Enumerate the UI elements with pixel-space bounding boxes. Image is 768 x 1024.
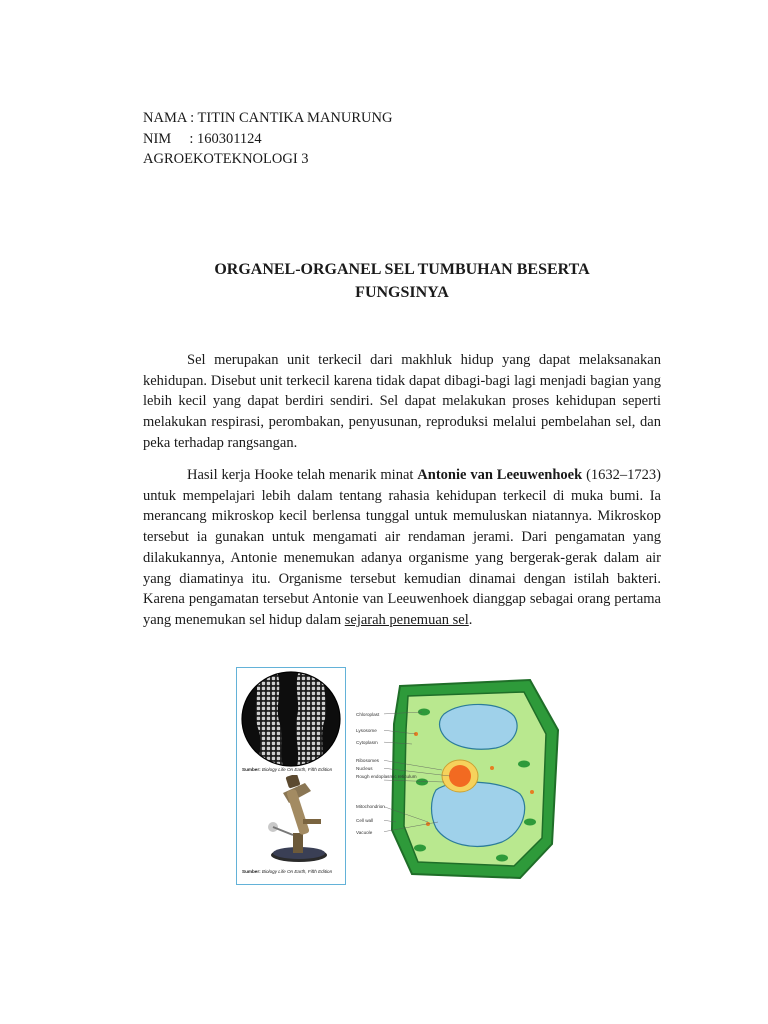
microscope-illustration: [259, 775, 331, 865]
label-cytoplasm: Cytoplasm: [356, 740, 378, 745]
title-line-2: FUNGSINYA: [355, 284, 449, 301]
caption-source: Biology Life On Earth, Fifth Edition: [261, 869, 333, 874]
caption-cork: [242, 767, 342, 773]
page-title: [143, 258, 661, 304]
leeuwenhoek-name: Antonie van Leeuwenhoek: [417, 467, 583, 483]
paragraph-2-middle: (1632–1723) untuk mempelajari lebih dalam tentang rahasia kehidupan terkecil di muka bumi. Ia merancang mikroskop kecil berlensa tunggal untuk memuluskan niatannya. Mikroskop tersebut ia gunakan untuk mengamati air rendaman jerami. Dari pengamatan yang dilakukannya, Antonie menemukan adanya organisme yang bergerak-gerak dalam air yang diamatinya itu. Organisme tersebut kemudian dinamai dengan istilah bakteri. Karena pengamatan tersebut Antonie van Leeuwenhoek dianggap sebagai orang pertama yang menemukan sel hidup dalam: [143, 467, 661, 628]
caption-lead: Sumber:: [242, 767, 261, 772]
label-chloroplast: Chloroplast: [356, 712, 380, 717]
label-lysosome: Lysosome: [356, 728, 377, 733]
title-line-1: ORGANEL-ORGANEL SEL TUMBUHAN BESERTA: [214, 261, 590, 278]
student-info: [143, 108, 392, 170]
label-nucleus: Nucleus: [356, 766, 373, 771]
student-nim: NIM : 160301124: [143, 130, 262, 147]
label-vacuole: Vacuole: [356, 830, 373, 835]
caption-source: Biology Life On Earth, Fifth Edition: [261, 767, 333, 772]
label-cell-wall: Cell wall: [356, 818, 374, 823]
paragraph-1: [143, 350, 661, 454]
history-link[interactable]: sejarah penemuan sel: [344, 611, 469, 628]
paragraph-2-before: Hasil kerja Hooke telah menarik minat: [187, 467, 418, 483]
student-class: AGROEKOTEKNOLOGI 3: [143, 151, 309, 167]
label-rough-er: Rough endoplasmic reticulum: [356, 774, 417, 779]
paragraph-2-after: .: [468, 611, 473, 628]
plant-cell-diagram: [352, 672, 568, 884]
label-ribosomes: Ribosomes: [356, 758, 379, 763]
cork-cells-micrograph: [241, 671, 341, 767]
paragraph-1-text: Sel merupakan unit terkecil dari makhluk hidup yang dapat melaksanakan kehidupan. Disebut unit terkecil karena tidak dapat dibagi-bagi lagi menjadi bagian yang lebih kecil yang dapat berdiri sendiri. Sel dapat melakukan proses kehidupan seperti melakukan respirasi, perombakan, penyusunan, reproduksi melalui pembelahan sel, dan peka terhadap rangsangan.: [143, 352, 661, 451]
label-mitochondrion: Mitochondrion: [356, 804, 385, 809]
plant-cell-svg: [352, 672, 568, 884]
paragraph-2: [143, 465, 661, 631]
caption-lead: Sumber:: [242, 869, 261, 874]
caption-microscope: [242, 869, 342, 875]
hooke-figure-panel: [236, 667, 346, 885]
student-name: NAMA : TITIN CANTIKA MANURUNG: [143, 110, 393, 126]
